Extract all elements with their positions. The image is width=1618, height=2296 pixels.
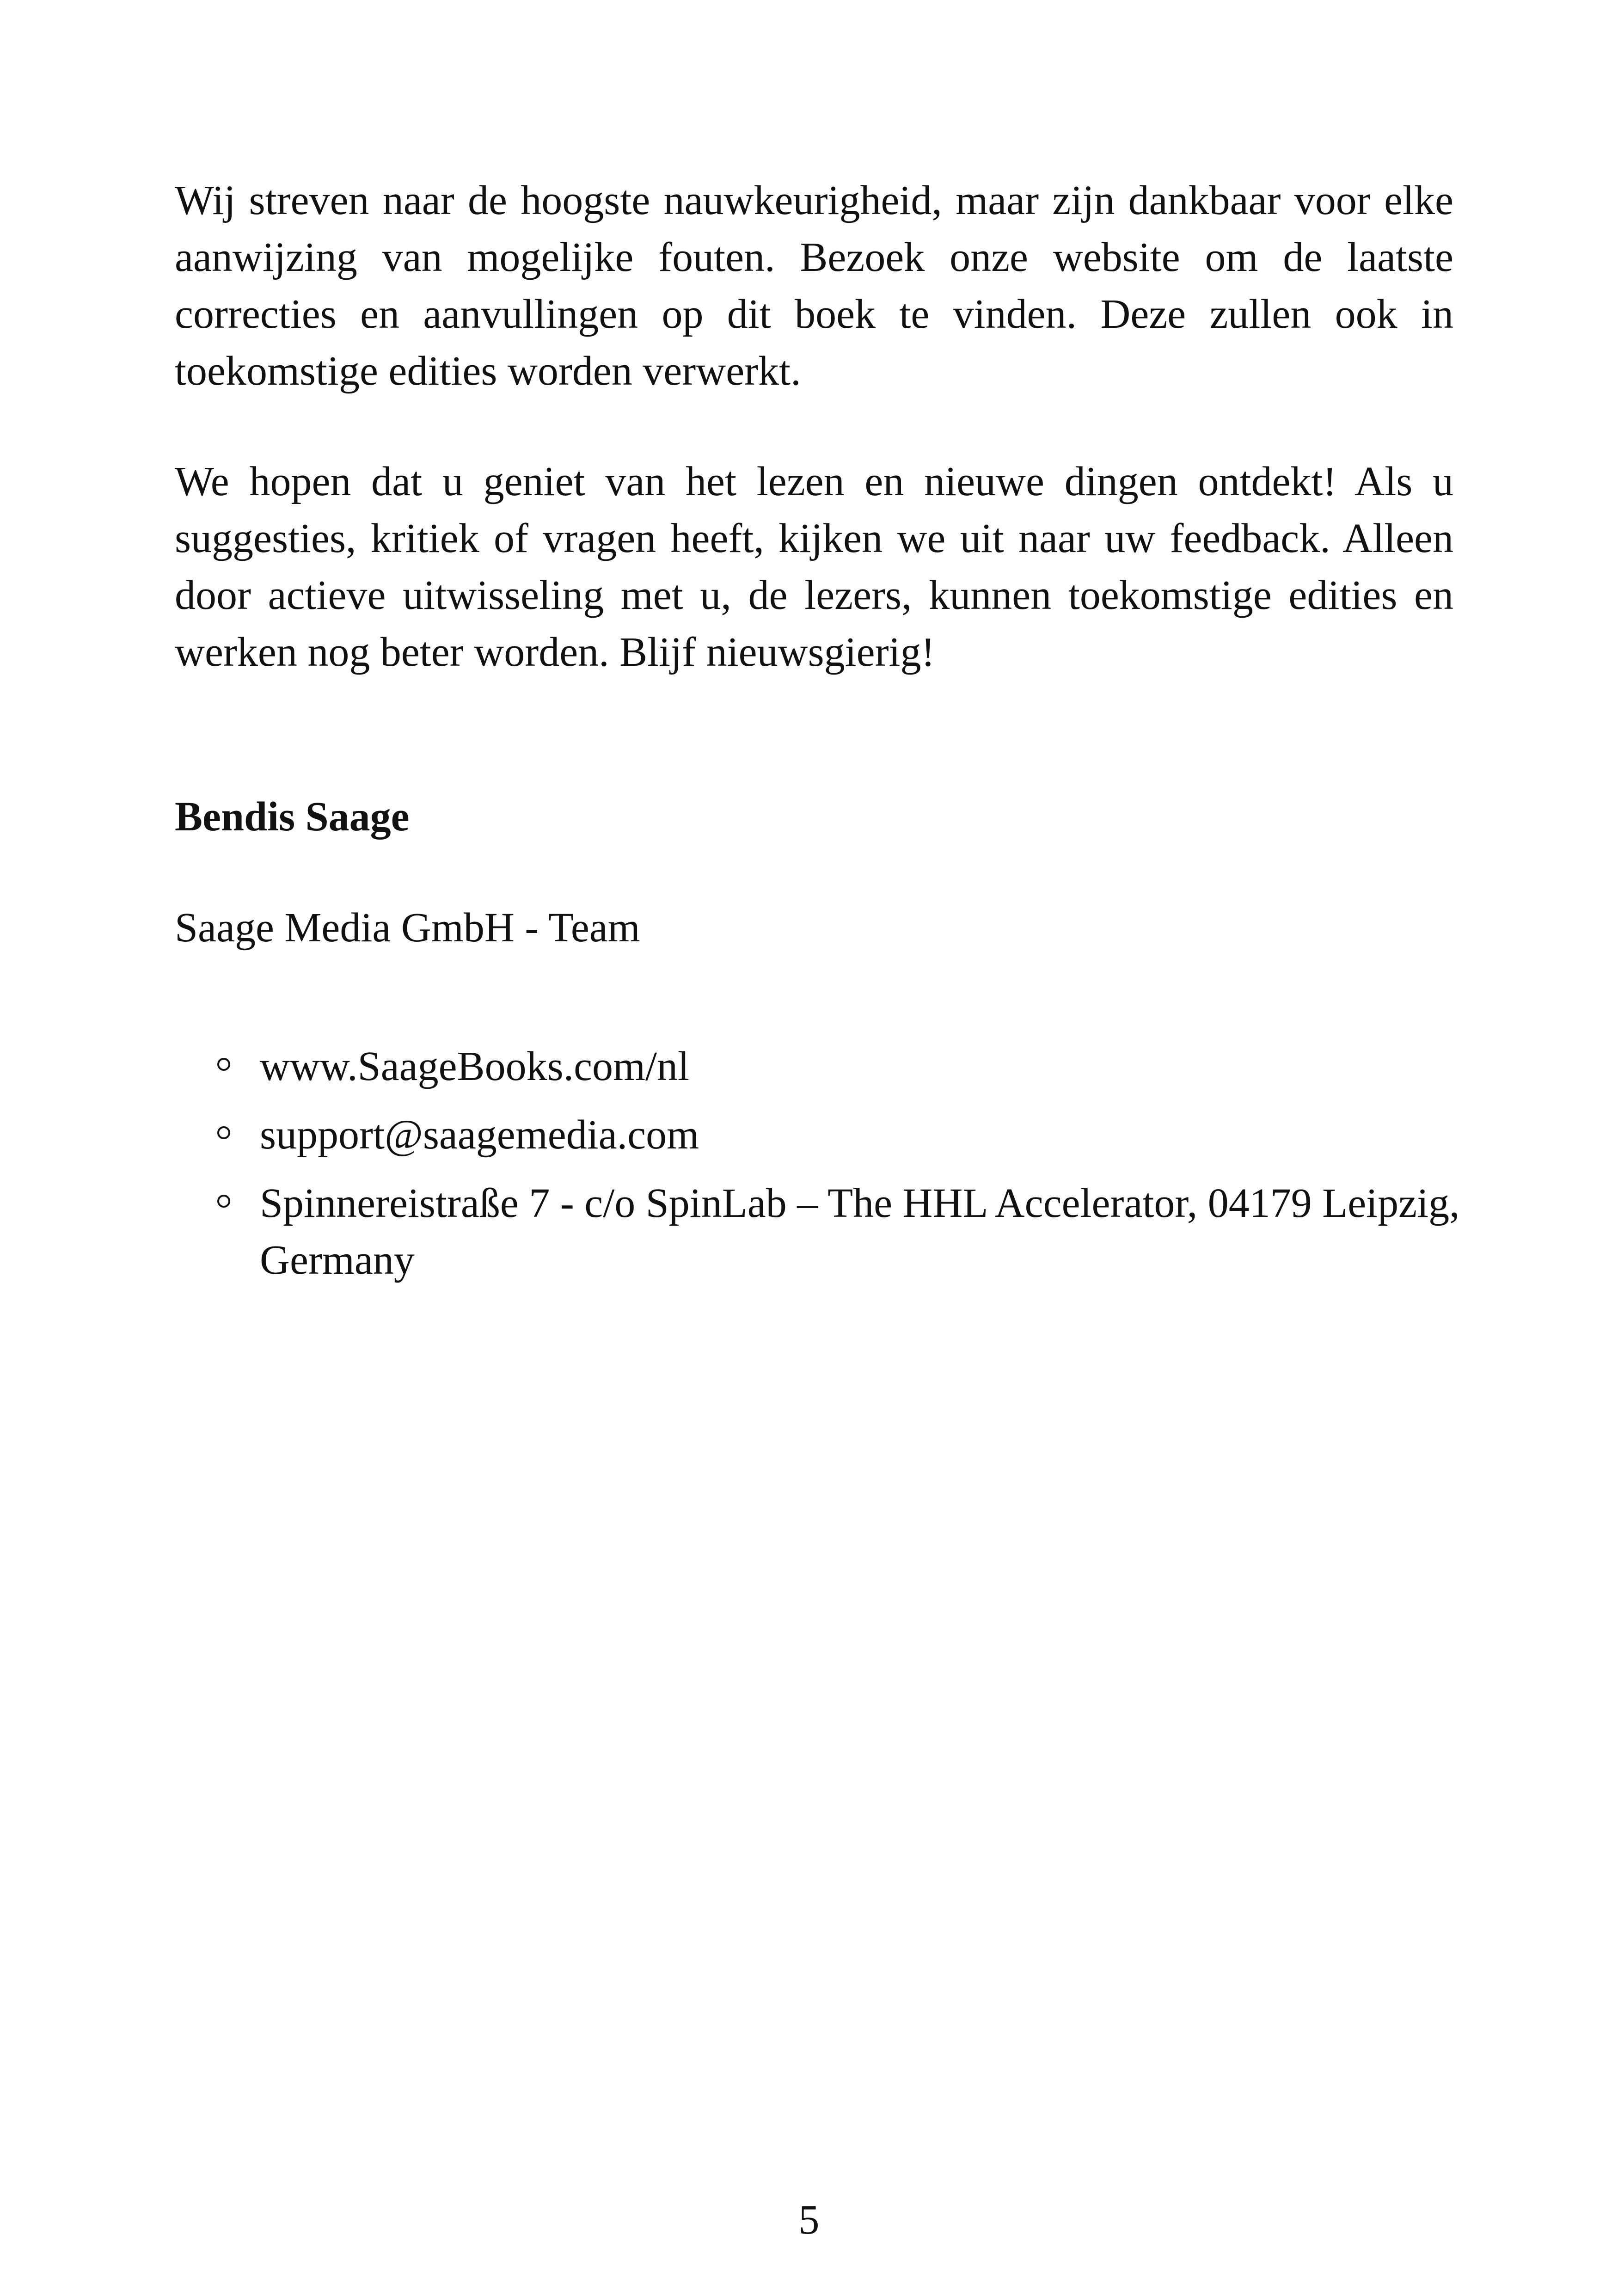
website-text: www.SaageBooks.com/nl	[260, 1044, 690, 1089]
contact-item-address	[217, 1175, 1465, 1289]
address-text: Spinnereistraße 7 - c/o SpinLab – The HHL Accelerator, 04179 Leipzig, Germany	[260, 1180, 1460, 1283]
closing-paragraph: We hopen dat u geniet van het lezen en nieuwe dingen ontdekt! Als u suggesties, kritiek of vragen heeft, kijken we uit naar uw feedback. Alleen door actieve uitwisseling met u, de lezers, kunnen toekomstige edities en werken nog beter worden. Blijf nieuwsgierig!	[175, 459, 1453, 675]
email-text: support@saagemedia.com	[260, 1112, 699, 1158]
contact-item-website	[217, 1038, 1465, 1095]
contact-list	[217, 1038, 1465, 1300]
circle-bullet-icon	[217, 1126, 230, 1139]
intro-paragraph: Wij streven naar de hoogste nauwkeurigheid, maar zijn dankbaar voor elke aanwijzing van mogelijke fouten. Bezoek onze website om de laatste correcties en aanvullingen op dit boek te vinden. Deze zullen ook in toekomstige edities worden verwerkt.	[175, 178, 1453, 394]
contact-item-email	[217, 1106, 1465, 1163]
author-name: Bendis Saage	[175, 794, 410, 840]
circle-bullet-icon	[217, 1195, 230, 1208]
page-number: 5	[798, 2197, 820, 2243]
circle-bullet-icon	[217, 1058, 230, 1071]
company-name: Saage Media GmbH - Team	[175, 905, 640, 951]
